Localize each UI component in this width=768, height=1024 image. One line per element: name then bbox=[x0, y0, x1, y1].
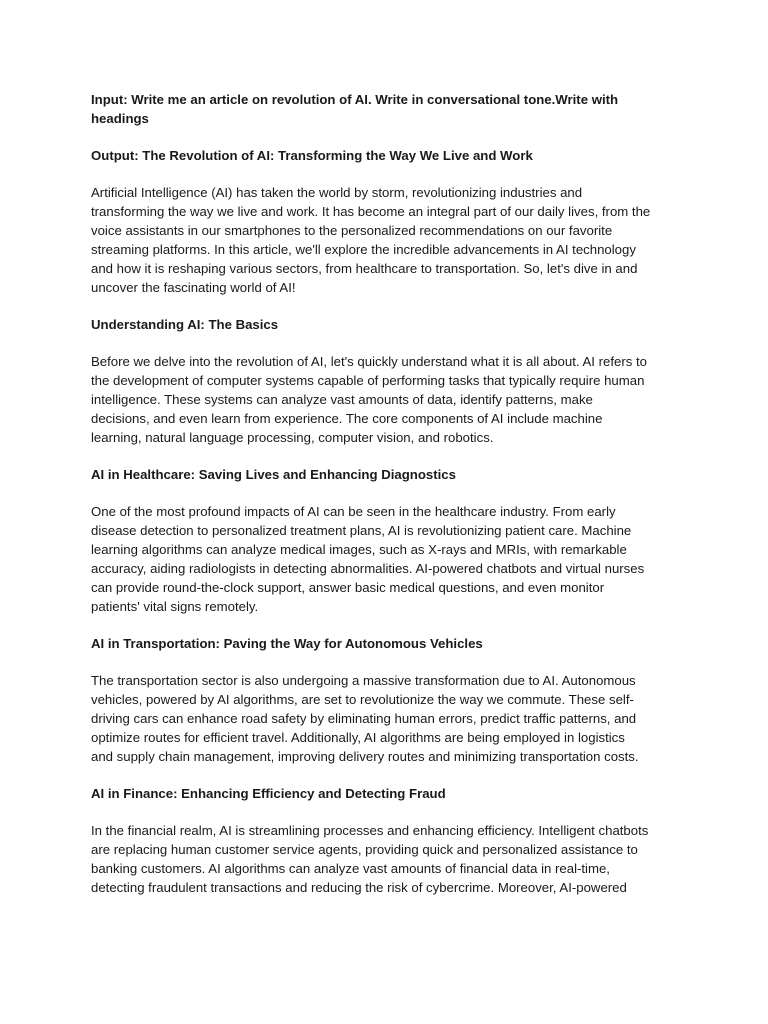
section-heading: AI in Transportation: Paving the Way for Autonomous Vehicles bbox=[91, 636, 483, 651]
section-paragraph bbox=[91, 821, 681, 897]
paragraph-line: voice assistants in our smartphones to the personalized recommendations on our favorite bbox=[91, 223, 613, 238]
paragraph-line: disease detection to personalized treatment plans, AI is revolutionizing patient care. Machine bbox=[91, 523, 632, 538]
paragraph-line: uncover the fascinating world of AI! bbox=[91, 280, 296, 295]
paragraph-line: learning, natural language processing, computer vision, and robotics. bbox=[91, 430, 494, 445]
document-page bbox=[91, 90, 681, 897]
input-line: Input: Write me an article on revolution of AI. Write in conversational tone.Write with bbox=[91, 92, 619, 107]
paragraph-line: intelligence. These systems can analyze vast amounts of data, identify patterns, make bbox=[91, 392, 593, 407]
paragraph-line: Artificial Intelligence (AI) has taken the world by storm, revolutionizing industries and bbox=[91, 185, 583, 200]
paragraph-line: banking customers. AI algorithms can analyze vast amounts of financial data in real-time, bbox=[91, 861, 610, 876]
section-heading: AI in Finance: Enhancing Efficiency and Detecting Fraud bbox=[91, 786, 446, 801]
paragraph-line: streaming platforms. In this article, we'll explore the incredible advancements in AI technology bbox=[91, 242, 636, 257]
paragraph-line: decisions, and even learn from experience. The core components of AI include machine bbox=[91, 411, 603, 426]
paragraph-line: are replacing human customer service agents, providing quick and personalized assistance to bbox=[91, 842, 638, 857]
section-paragraph bbox=[91, 352, 681, 447]
paragraph-line: One of the most profound impacts of AI can be seen in the healthcare industry. From early bbox=[91, 504, 616, 519]
paragraph-line: and how it is reshaping various sectors, from healthcare to transportation. So, let's dive in and bbox=[91, 261, 638, 276]
input-prompt bbox=[91, 90, 681, 128]
paragraph-line: the development of computer systems capable of performing tasks that typically require human bbox=[91, 373, 645, 388]
section-paragraph bbox=[91, 502, 681, 616]
intro-paragraph bbox=[91, 183, 681, 297]
paragraph-line: patients' vital signs remotely. bbox=[91, 599, 259, 614]
paragraph-line: and supply chain management, improving delivery routes and minimizing transportation costs. bbox=[91, 749, 639, 764]
section-heading: Understanding AI: The Basics bbox=[91, 317, 279, 332]
paragraph-line: optimize routes for efficient travel. Additionally, AI algorithms are being employed in logistics bbox=[91, 730, 625, 745]
paragraph-line: accuracy, aiding radiologists in detecting abnormalities. AI-powered chatbots and virtual nurses bbox=[91, 561, 645, 576]
paragraph-line: Before we delve into the revolution of AI, let's quickly understand what it is all about. AI refers to bbox=[91, 354, 647, 369]
input-line: headings bbox=[91, 111, 149, 126]
output-heading: Output: The Revolution of AI: Transforming the Way We Live and Work bbox=[91, 148, 533, 163]
paragraph-line: learning algorithms can analyze medical images, such as X-rays and MRIs, with remarkable bbox=[91, 542, 627, 557]
paragraph-line: driving cars can enhance road safety by eliminating human errors, predict traffic patterns, and bbox=[91, 711, 637, 726]
paragraph-line: vehicles, powered by AI algorithms, are set to revolutionize the way we commute. These self- bbox=[91, 692, 634, 707]
paragraph-line: The transportation sector is also undergoing a massive transformation due to AI. Autonomous bbox=[91, 673, 636, 688]
paragraph-line: transforming the way we live and work. It has become an integral part of our daily lives, from the bbox=[91, 204, 651, 219]
paragraph-line: can provide round-the-clock support, answer basic medical questions, and even monitor bbox=[91, 580, 605, 595]
paragraph-line: detecting fraudulent transactions and reducing the risk of cybercrime. Moreover, AI-powered bbox=[91, 880, 627, 895]
paragraph-line: In the financial realm, AI is streamlining processes and enhancing efficiency. Intelligent chatbots bbox=[91, 823, 649, 838]
section-heading: AI in Healthcare: Saving Lives and Enhancing Diagnostics bbox=[91, 467, 456, 482]
section-paragraph bbox=[91, 671, 681, 766]
